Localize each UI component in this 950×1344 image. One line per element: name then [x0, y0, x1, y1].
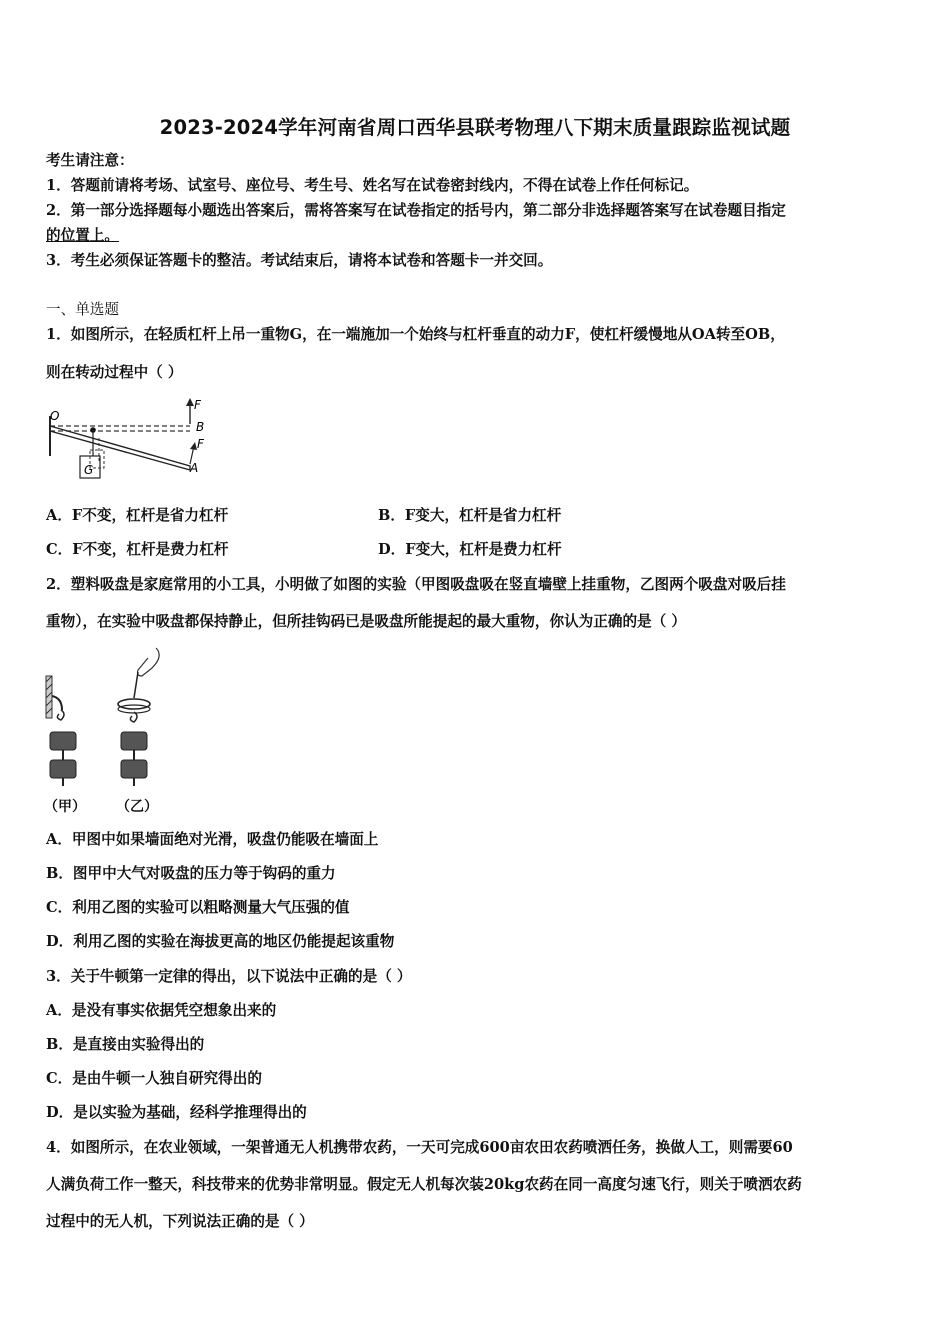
page-title: 2023-2024学年河南省周口西华县联考物理八下期末质量跟踪监视试题: [159, 116, 791, 139]
q2-option-a[interactable]: A．甲图中如果墙面绝对光滑，吸盘仍能吸在墙面上: [46, 831, 379, 848]
notice-heading: 考生请注意：: [46, 152, 134, 169]
force-f2-arrowhead: [190, 442, 197, 450]
notice-item-3: 3．考生必须保证答题卡的整洁。考试结束后，请将本试卷和答题卡一并交回。: [46, 252, 553, 269]
section-heading: 一、单选题: [46, 301, 119, 318]
force-f-arrowhead: [186, 398, 194, 406]
weight-1: [50, 732, 76, 750]
q1-lever-figure: [44, 396, 214, 488]
weight-2: [50, 760, 76, 778]
hook: [57, 710, 64, 720]
q2-option-c[interactable]: C．利用乙图的实验可以粗略测量大气压强的值: [46, 899, 350, 916]
label-o: O: [50, 409, 60, 423]
notice-item-2-cont: 的位置上。: [46, 227, 119, 244]
caption-jia: （甲）: [44, 799, 86, 815]
label-a: A: [190, 461, 199, 475]
q4-stem-line3: 过程中的无人机，下列说法正确的是（ ）: [46, 1213, 314, 1230]
q4-stem-line1: 4．如图所示，在农业领域，一架普通无人机携带农药，一天可完成600亩农田农药喷洒任务，换做人工，则需要60: [46, 1139, 793, 1156]
q1-stem-line2: 则在转动过程中（ ）: [46, 364, 183, 381]
q4-stem-line2: 人满负荷工作一整天，科技带来的优势非常明显。假定无人机每次装20kg农药在同一高度匀速飞行，则关于喷洒农药: [46, 1176, 802, 1193]
q2-stem-line1: 2．塑料吸盘是家庭常用的小工具，小明做了如图的实验（甲图吸盘吸在竖直墙壁上挂重物，乙图两个吸盘对吸后挂: [46, 576, 786, 593]
label-b: B: [196, 420, 205, 434]
q1-option-a[interactable]: A．F不变，杠杆是省力杠杆: [46, 507, 229, 524]
q2-suction-figure-yi: [112, 646, 168, 788]
weight-1: [121, 732, 147, 750]
q2-stem-line2: 重物），在实验中吸盘都保持静止，但所挂钩码已是吸盘所能提起的最大重物，你认为正确的是（ ）: [46, 613, 686, 630]
q1-option-c[interactable]: C．F不变，杠杆是费力杠杆: [46, 541, 229, 558]
notice-item-1: 1．答题前请将考场、试室号、座位号、考生号、姓名写在试卷密封线内，不得在试卷上作任何标记。: [46, 177, 699, 194]
q1-option-b[interactable]: B．F变大，杠杆是省力杠杆: [378, 507, 562, 524]
q2-option-b[interactable]: B．图甲中大气对吸盘的压力等于钩码的重力: [46, 865, 336, 882]
q1-option-d[interactable]: D．F变大，杠杆是费力杠杆: [378, 541, 562, 558]
label-f2: F: [197, 437, 204, 451]
hand: [138, 648, 160, 676]
q3-option-c[interactable]: C．是由牛顿一人独自研究得出的: [46, 1070, 262, 1087]
suction-cups: [118, 699, 150, 709]
notice-item-2: 2．第一部分选择题每小题选出答案后，需将答案写在试卷指定的括号内，第二部分非选择题答案写在试卷题目指定: [46, 202, 786, 219]
q2-suction-figure-jia: [44, 676, 88, 788]
q3-option-d[interactable]: D．是以实验为基础，经科学推理得出的: [46, 1104, 307, 1121]
weight-2: [121, 760, 147, 778]
q3-option-a[interactable]: A．是没有事实依据凭空想象出来的: [46, 1002, 277, 1019]
label-g: G: [84, 463, 94, 477]
q3-stem: 3．关于牛顿第一定律的得出，以下说法中正确的是（ ）: [46, 968, 412, 985]
q1-stem-line1: 1．如图所示，在轻质杠杆上吊一重物G，在一端施加一个始终与杠杆垂直的动力F，使杠杆缓慢地从OA转至OB，: [46, 326, 785, 343]
q2-option-d[interactable]: D．利用乙图的实验在海拔更高的地区仍能提起该重物: [46, 933, 395, 950]
q3-option-b[interactable]: B．是直接由实验得出的: [46, 1036, 205, 1053]
caption-yi: （乙）: [116, 799, 158, 815]
label-f1: F: [194, 398, 201, 412]
suction-cup: [52, 696, 62, 710]
lever-oa: [50, 426, 190, 470]
